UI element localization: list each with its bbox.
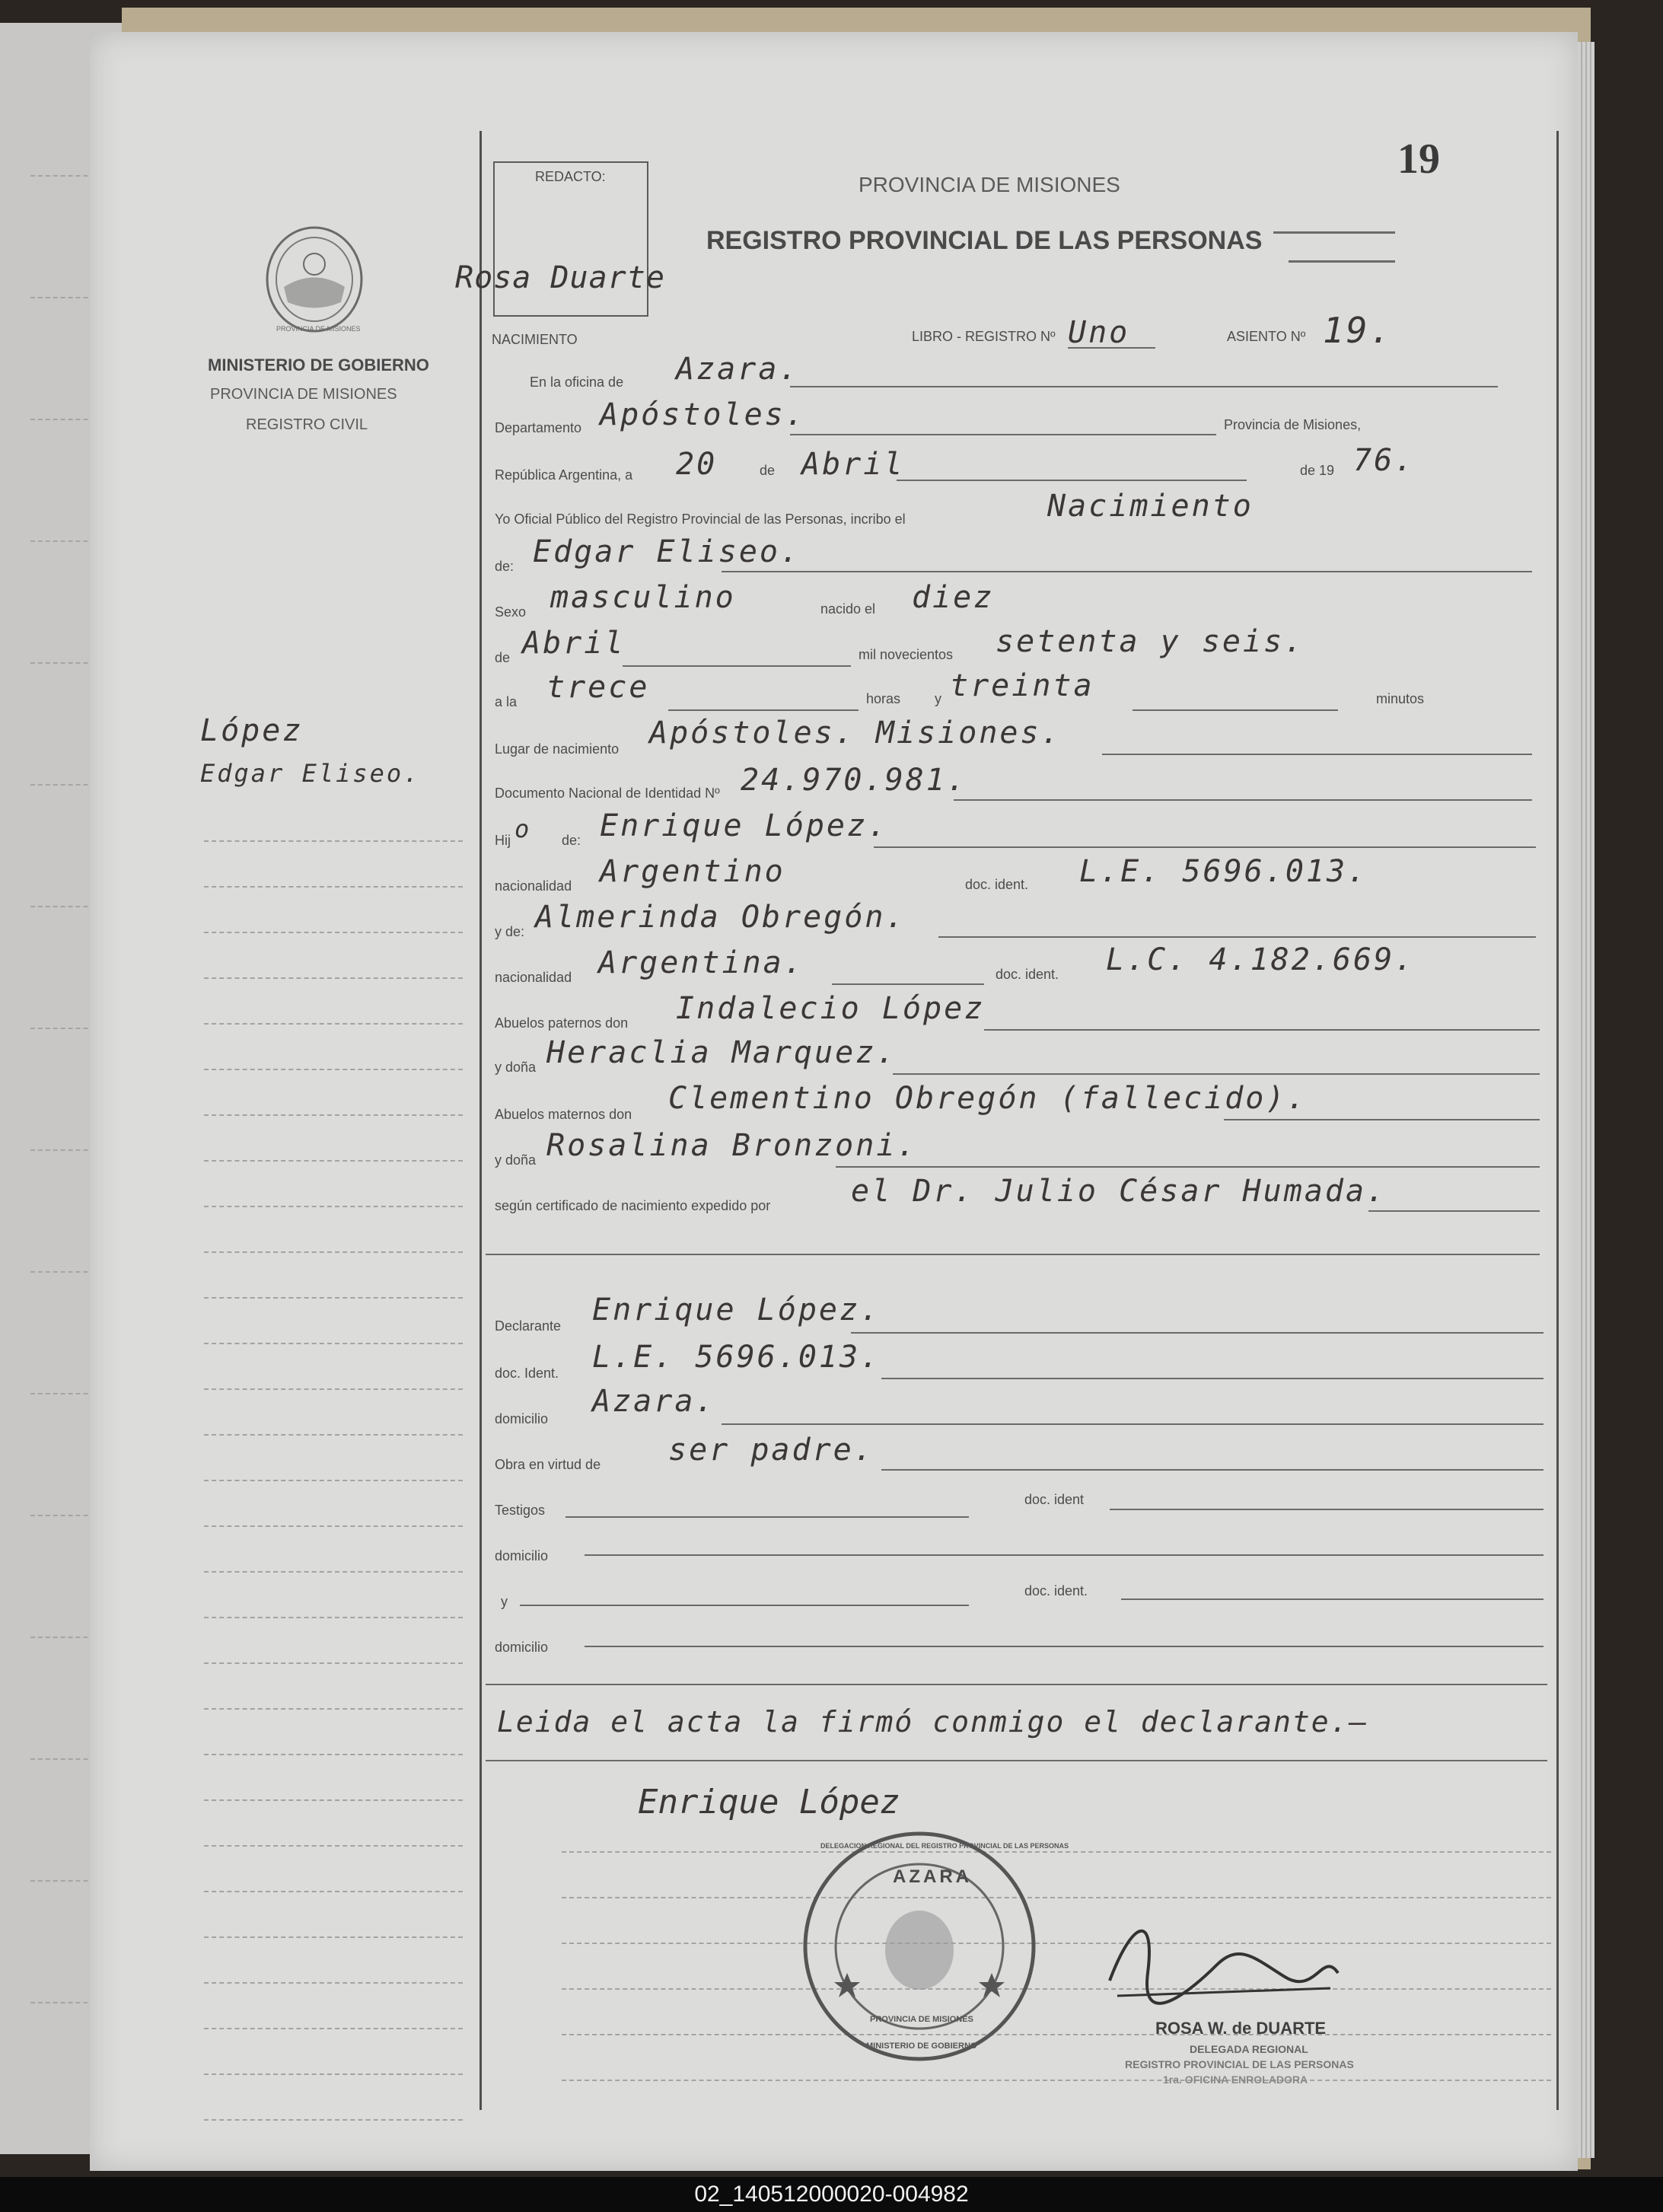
hijo-o: o [515,814,532,843]
ab-paterno-value: Indalecio López [676,991,986,1026]
sexo-value: masculino [550,580,736,615]
title-flourish-2 [1289,260,1395,263]
redacto-signature: Rosa Duarte [455,260,665,295]
minutos-label: minutos [1376,691,1425,706]
declarante-line [851,1332,1544,1334]
margin-divider [479,131,482,2110]
nacionalidad-madre-label: nacionalidad [495,970,572,985]
lectura-line [486,1760,1547,1761]
lugar-line [1102,754,1532,755]
de3-label: de [495,650,511,665]
hijo-de-label: de: [562,833,581,848]
oficina-label: En la oficina de [530,375,624,390]
docident-madre-label: doc. ident. [996,967,1059,982]
dni-label: Documento Nacional de Identidad Nº [495,786,720,801]
testigo2-doc-line [1121,1598,1544,1600]
departamento-value: Apóstoles. [600,397,806,432]
anio-nac-value: setenta y seis. [996,624,1305,659]
lugar-value: Apóstoles. Misiones. [649,716,1062,751]
stamp-bottom-text: MINISTERIO DE GOBIERNO [866,2041,977,2051]
nacido-label: nacido el [820,601,876,617]
horas-value: trece [546,670,650,705]
madre-line [938,936,1536,938]
official-title-2: REGISTRO PROVINCIAL DE LAS PERSONAS [1125,2058,1354,2070]
mes-value: Abril [801,447,905,482]
domicilio-value: Azara. [592,1384,716,1419]
image-caption: 02_140512000020-004982 [0,2177,1663,2212]
margin-note-surname: López [200,713,304,748]
domicilio-label: domicilio [495,1411,549,1426]
certificado-value: el Dr. Julio César Humada. [851,1174,1387,1209]
dia-value: 20 [676,447,718,482]
horas-line [668,709,859,711]
official-signature-icon [1102,1904,1346,2011]
dni-line [954,799,1532,801]
coat-of-arms-icon [257,222,371,336]
libro-line [1068,347,1155,349]
official-title-3: 1ra. OFICINA ENROLADORA [1163,2073,1308,2086]
mil-label: mil novecientos [859,647,954,662]
domicilio-testigo2-label: domicilio [495,1640,549,1655]
minutos-line [1133,709,1338,711]
padre-line [874,846,1536,848]
hijo-label: Hij [495,833,511,848]
oficina-line [790,386,1498,387]
ydona-materna-label: y doña [495,1152,537,1168]
libro-value: Uno [1068,315,1130,350]
asiento-value: 19. [1323,310,1394,351]
oficina-value: Azara. [676,352,800,387]
departamento-label: Departamento [495,420,582,435]
nac-madre-value: Argentina. [598,945,804,980]
lectura-text: Leida el acta la firmó conmigo el declarante.– [497,1705,1368,1739]
official-title-1: DELEGADA REGIONAL [1190,2043,1308,2055]
certificado-label: según certificado de nacimiento expedido por [495,1198,771,1213]
official-stamp-icon [798,1828,1041,2064]
ab-paternos-label: Abuelos paternos don [495,1015,629,1031]
asiento-label: ASIENTO Nº [1227,329,1306,344]
ab-materna-value: Rosalina Bronzoni. [546,1128,918,1163]
doc-madre-value: L.C. 4.182.669. [1106,942,1416,977]
stamp-inner-text: PROVINCIA DE MISIONES [870,2015,973,2024]
act-type-label: NACIMIENTO [492,332,578,347]
ab-paterna-line [893,1073,1540,1075]
ab-paterno-line [984,1029,1540,1031]
y-label: y [935,691,941,706]
de2-label: de: [495,559,515,574]
nacionalidad-padre-label: nacionalidad [495,878,572,894]
ab-materno-line [1224,1119,1540,1120]
anio-value: 76. [1353,443,1416,478]
mes-nac-line [623,665,851,667]
declarante-value: Enrique López. [592,1292,881,1328]
provincia-label: Provincia de Misiones, [1224,417,1362,432]
testigos-line [565,1516,969,1518]
inscribo-value: Nacimiento [1047,489,1254,524]
stamp-top-text: AZARA [893,1866,972,1887]
ydona-paterna-label: y doña [495,1060,537,1075]
page-number: 19 [1397,135,1440,183]
nac-madre-line [832,983,984,985]
departamento-line [790,434,1216,435]
inscribo-label: Yo Oficial Público del Registro Provincial de las Personas, incribo el [495,512,906,527]
title-flourish [1273,231,1395,234]
stamp-outer-text: DELEGACION REGIONAL DEL REGISTRO PROVINCIAL DE LAS PERSONAS [820,1842,1069,1850]
de-label: de [760,463,776,478]
right-border [1556,131,1559,2110]
domicilio-line [722,1423,1544,1425]
mes-line [897,480,1247,481]
redacto-label: REDACTO: [535,169,606,184]
registry-title: REGISTRO PROVINCIAL DE LAS PERSONAS [706,226,1263,255]
certificado-line [1368,1210,1540,1212]
docident-declarante-label: doc. Ident. [495,1366,559,1381]
testigo1-doc-line [1110,1509,1544,1510]
ab-materno-value: Clementino Obregón (fallecido). [668,1081,1308,1116]
horas-label: horas [866,691,901,706]
docident-testigo2-label: doc. ident. [1024,1583,1088,1598]
dni-value: 24.970.981. [741,763,967,798]
domicilio-testigo1-label: domicilio [495,1548,549,1563]
mes-nac-value: Abril [522,626,626,661]
libro-label: LIBRO - REGISTRO Nº [912,329,1056,344]
domicilio-testigo2-line [585,1646,1544,1647]
nombre-value: Edgar Eliseo. [533,534,801,569]
anio-label: de 19 [1300,463,1335,478]
ministry-line-3: REGISTRO CIVIL [246,416,368,433]
ministry-line-1: MINISTERIO DE GOBIERNO [208,355,429,375]
republica-label: República Argentina, a [495,467,633,483]
certificado-line-2 [486,1254,1540,1255]
doc-declarante-line [881,1378,1544,1379]
declarante-label: Declarante [495,1318,562,1334]
y-testigo2-label: y [501,1594,508,1609]
domicilio-testigo1-line [585,1554,1544,1556]
nacido-value: diez [912,580,995,615]
padre-value: Enrique López. [600,808,889,843]
yde-label: y de: [495,924,525,939]
nac-padre-value: Argentino [600,854,785,889]
minutos-value: treinta [950,668,1094,703]
sexo-label: Sexo [495,604,527,620]
doc-declarante-value: L.E. 5696.013. [592,1340,881,1375]
alas-label: a la [495,694,518,709]
ab-maternos-label: Abuelos maternos don [495,1107,632,1122]
ab-paterna-value: Heraclia Marquez. [546,1035,897,1070]
testigos-label: Testigos [495,1503,546,1518]
margin-note-names: Edgar Eliseo. [200,759,421,788]
nombre-line [722,571,1532,572]
madre-value: Almerinda Obregón. [535,900,906,935]
firma-declarante: Enrique López [638,1783,900,1822]
province-heading: PROVINCIA DE MISIONES [859,173,1120,196]
docident-padre-label: doc. ident. [965,877,1029,892]
testigo2-line [520,1605,969,1606]
docident-testigo1-label: doc. ident [1024,1492,1085,1507]
ministry-line-2: PROVINCIA DE MISIONES [210,386,397,403]
obra-label: Obra en virtud de [495,1457,601,1472]
obra-line [881,1469,1544,1471]
official-name: ROSA W. de DUARTE [1155,2019,1327,2038]
obra-value: ser padre. [668,1433,875,1468]
section-divider [486,1684,1547,1685]
seal-caption: PROVINCIA DE MISIONES [276,325,361,333]
doc-padre-value: L.E. 5696.013. [1079,854,1368,889]
registry-page [90,32,1578,2171]
ab-materna-line [836,1166,1540,1168]
lugar-label: Lugar de nacimiento [495,741,620,757]
